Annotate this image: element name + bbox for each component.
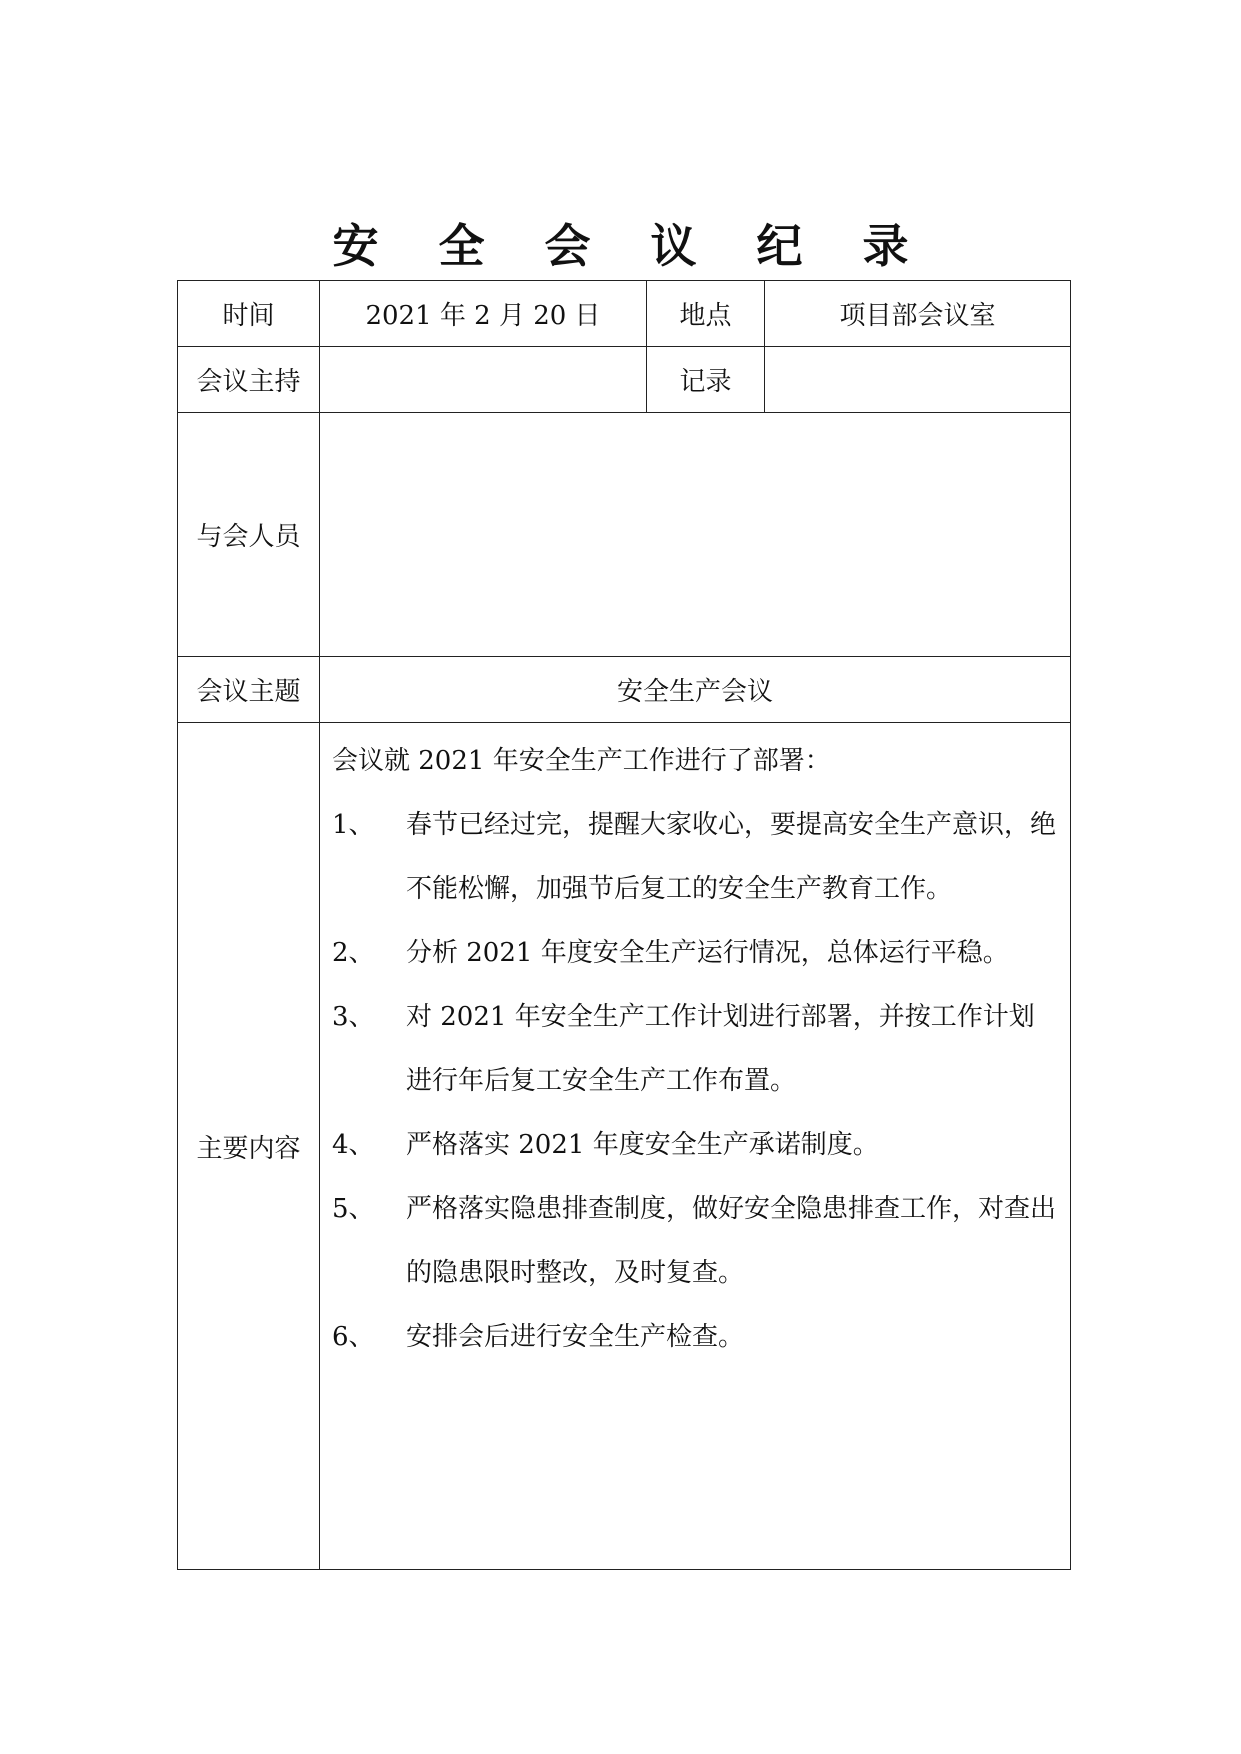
table-row	[178, 281, 1071, 347]
content-item-list	[332, 793, 1060, 1369]
table-row	[178, 657, 1071, 723]
content-item-number: 4、	[332, 1130, 375, 1160]
content-item-text: 严格落实 2021 年度安全生产承诺制度。	[406, 1130, 879, 1160]
place-value: 项目部会议室	[765, 281, 1071, 347]
attendees-value	[320, 413, 1071, 657]
content-item	[332, 793, 1060, 921]
attendees-label: 与会人员	[178, 413, 320, 657]
content-item-text: 安排会后进行安全生产检查。	[406, 1322, 745, 1352]
content-item	[332, 985, 1060, 1113]
content-item-text: 春节已经过完，提醒大家收心，要提高安全生产意识，绝不能松懈，加强节后复工的安全生产教育工作。	[406, 810, 1057, 904]
place-label: 地点	[647, 281, 765, 347]
content-item-number: 6、	[332, 1322, 375, 1352]
content-item-text: 分析 2021 年度安全生产运行情况，总体运行平稳。	[406, 938, 1009, 968]
host-label: 会议主持	[178, 347, 320, 413]
content-body	[320, 723, 1071, 1570]
page-title: 安 全 会 议 纪 录	[332, 219, 931, 273]
content-intro: 会议就 2021 年安全生产工作进行了部署：	[332, 746, 831, 776]
content-item-text: 严格落实隐患排查制度，做好安全隐患排查工作，对查出的隐患限时整改，及时复查。	[406, 1194, 1057, 1288]
time-label: 时间	[178, 281, 320, 347]
content-item-text: 对 2021 年安全生产工作计划进行部署，并按工作计划进行年后复工安全生产工作布置。	[406, 1002, 1035, 1096]
topic-value: 安全生产会议	[320, 657, 1071, 723]
table-row	[178, 347, 1071, 413]
content-label: 主要内容	[178, 723, 320, 1570]
content-item	[332, 1305, 1060, 1369]
recorder-label: 记录	[647, 347, 765, 413]
content-item-number: 1、	[332, 810, 375, 840]
content-item-number: 5、	[332, 1194, 375, 1224]
topic-label: 会议主题	[178, 657, 320, 723]
host-value	[320, 347, 647, 413]
time-value: 2021 年 2 月 20 日	[320, 281, 647, 347]
table-row	[178, 723, 1071, 1570]
content-item-number: 2、	[332, 938, 375, 968]
content-item	[332, 1113, 1060, 1177]
meeting-minutes-table	[177, 280, 1071, 1570]
recorder-value	[765, 347, 1071, 413]
content-item	[332, 1177, 1060, 1305]
table-row	[178, 413, 1071, 657]
content-item-number: 3、	[332, 1002, 375, 1032]
content-item	[332, 921, 1060, 985]
